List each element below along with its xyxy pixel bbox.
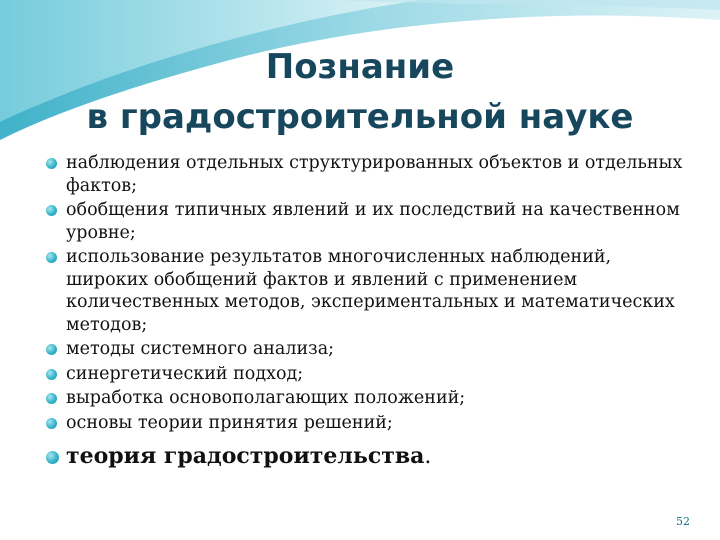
bullet-text: методы системного анализа; bbox=[66, 339, 335, 359]
bullet-text: наблюдения отдельных структурированных объектов и отдельных фактов; bbox=[66, 153, 683, 196]
bullet-text: выработка основополагающих положений; bbox=[66, 388, 466, 408]
bullet-dot-icon bbox=[46, 158, 57, 169]
bullet-dot-icon bbox=[46, 451, 59, 464]
bullet-dot-icon bbox=[46, 252, 57, 263]
bullet-text: обобщения типичных явлений и их последствий на качественном уровне; bbox=[66, 200, 680, 243]
bullet-dot-icon bbox=[46, 205, 57, 216]
list-item bbox=[44, 246, 684, 336]
list-item bbox=[44, 412, 684, 435]
list-item bbox=[44, 199, 684, 244]
title-line-2: в градостроительной науке bbox=[86, 97, 634, 137]
list-item bbox=[44, 387, 684, 410]
bullet-dot-icon bbox=[46, 393, 57, 404]
bullet-list bbox=[44, 152, 684, 473]
bullet-text: основы теории принятия решений; bbox=[66, 412, 393, 433]
slide-title bbox=[0, 42, 720, 142]
list-item bbox=[44, 338, 684, 361]
bullet-dot-icon bbox=[46, 418, 57, 429]
final-bullet-punct: . bbox=[424, 444, 432, 469]
bullet-text: синергетический подход; bbox=[66, 363, 304, 384]
list-item bbox=[44, 363, 684, 386]
title-line-1: Познание bbox=[265, 47, 455, 87]
list-item bbox=[44, 152, 684, 197]
bullet-dot-icon bbox=[46, 369, 57, 380]
final-bullet-text: теория градостроительства bbox=[66, 443, 425, 469]
bullet-text: использование результатов многочисленных наблюдений, широких обобщений фактов и явлений с применением количественных методов, экспериментальных и математических методов; bbox=[66, 247, 675, 335]
page-number: 52 bbox=[676, 515, 690, 528]
final-list-item bbox=[44, 442, 684, 471]
bullet-dot-icon bbox=[46, 344, 57, 355]
